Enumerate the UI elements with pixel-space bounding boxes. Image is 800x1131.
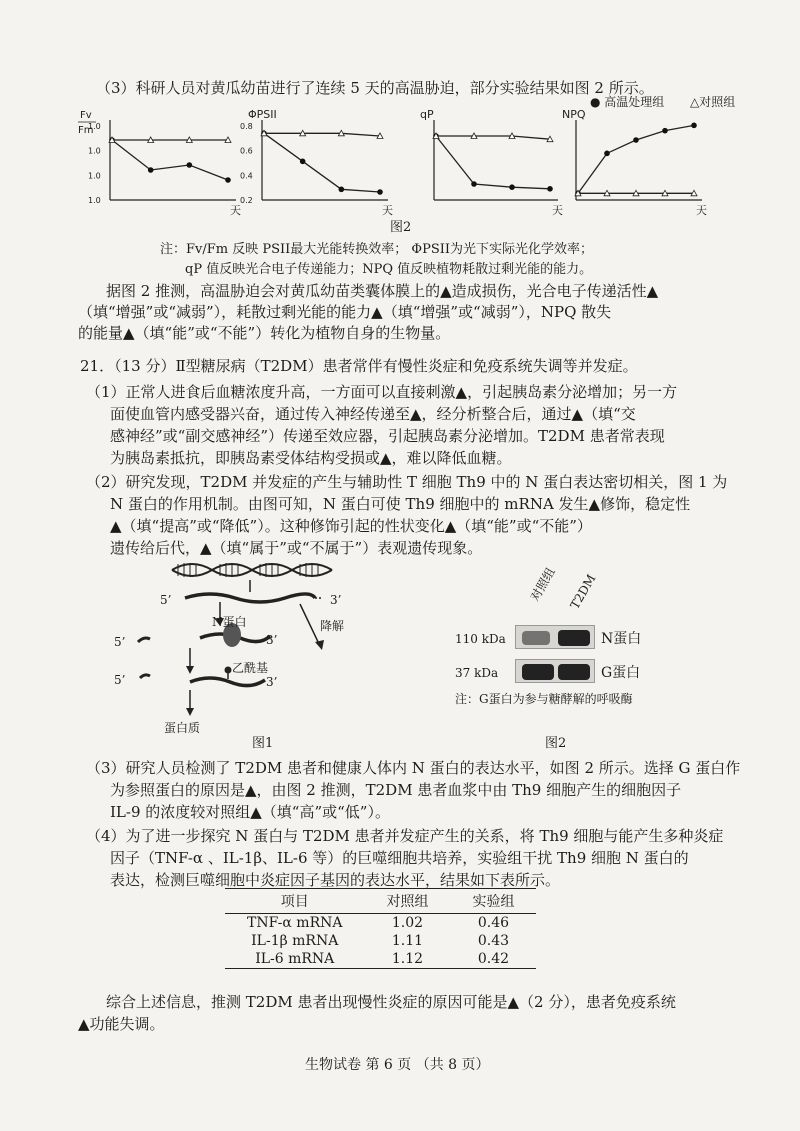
chart-x-label: 天 — [552, 204, 563, 216]
figure2-label: 图2 — [390, 220, 412, 235]
table-cell: 1.12 — [364, 950, 450, 969]
table-cell: TNF-α mRNA — [247, 915, 343, 931]
chart-panel-4 — [562, 108, 707, 216]
fig1-degrade-label: 降解 — [320, 619, 345, 633]
chart-panel-1 — [78, 110, 241, 216]
blot-band-n-ctrl — [522, 631, 550, 645]
figure2-note2: qP 值反映光合电子传递能力；NPQ 值反映植物耗散过剩光能的能力。 — [185, 262, 593, 277]
table-cell: 0.42 — [450, 950, 536, 969]
figure1-label: 图1 — [252, 736, 274, 751]
figure2-charts — [70, 108, 750, 216]
blot-note: 注：G蛋白为参与糖酵解的呼吸酶 — [455, 692, 633, 706]
table-header: 对照组 — [364, 889, 450, 914]
data-point-heat — [300, 159, 306, 165]
q21-summary-line2: ▲功能失调。 — [78, 1015, 165, 1033]
legend-ctrl: △对照组 — [690, 95, 736, 109]
data-point-heat — [339, 187, 345, 193]
series-line-heat — [112, 140, 228, 180]
blot-row1-name: N蛋白 — [601, 631, 642, 647]
chart-y-label-top: Fv — [80, 110, 92, 121]
fig1-n-protein-label: N蛋白 — [212, 615, 247, 629]
q21-2-line1: （2）研究发现，T2DM 并发症的产生与辅助性 T 细胞 Th9 中的 N 蛋白表达密切相关，图 1 为 — [86, 473, 728, 491]
fig1-acetyl-label: 乙酰基 — [232, 661, 269, 675]
blot-row2-name: G蛋白 — [601, 665, 641, 681]
table-cell: 1.11 — [391, 933, 424, 949]
series-line-ctrl — [264, 133, 380, 136]
data-point-heat — [509, 184, 515, 190]
figure1-mechanism — [100, 560, 400, 760]
dna-helix-icon — [172, 563, 332, 577]
chart-x-label: 天 — [696, 204, 707, 216]
table-row — [225, 932, 536, 950]
data-point-heat — [148, 167, 154, 173]
data-point-heat — [662, 128, 668, 134]
legend-heat: ● 高温处理组 — [590, 95, 665, 109]
degrade-arrow-icon — [300, 604, 320, 646]
q21-2-line2: N 蛋白的作用机制。由图可知，N 蛋白可使 Th9 细胞中的 mRNA 发生▲修饰，稳定性 — [110, 495, 691, 513]
figure2-note1: 注：Fv/Fm 反映 PSII最大光能转换效率； ΦPSII为光下实际光化学效率； — [160, 242, 593, 257]
q21-2-line3: ▲（填“提高”或“降低”）。这种修饰引起的性状变化▲（填“能”或“不能”） — [110, 517, 592, 535]
data-point-heat — [377, 189, 383, 195]
blot-col-t2dm: T2DM — [567, 571, 599, 612]
table-cell: 1.02 — [391, 915, 424, 931]
chart-y-tick: 0.8 — [240, 122, 253, 131]
acetyl-group-icon — [225, 667, 232, 674]
q20-3-question-line1: 据图 2 推测，高温胁迫会对黄瓜幼苗类囊体膜上的▲造成损伤，光合电子传递活性▲ — [106, 282, 659, 300]
chart-x-label: 天 — [230, 204, 241, 216]
data-point-heat — [471, 181, 477, 187]
blot-row2-membrane — [515, 659, 595, 683]
series-line-heat — [436, 136, 550, 189]
q21-4-line2: 因子（TNF-α 、IL-1β、IL-6 等）的巨噬细胞共培养，实验组干扰 Th9 细胞 N 蛋白的 — [110, 849, 689, 867]
results-table — [225, 888, 536, 969]
chart-y-label-bottom: Fm — [78, 125, 94, 136]
blot-col-ctrl: 对照组 — [527, 565, 558, 604]
q21-4-line3: 表达，检测巨噬细胞中炎症因子基因的表达水平，结果如下表所示。 — [110, 871, 561, 889]
fig1-3prime-mid: 3’ — [266, 633, 278, 647]
mrna-strand-icon — [185, 594, 315, 602]
q20-3-question-line3: 的能量▲（填“能”或“不能”）转化为植物自身的生物量。 — [78, 324, 451, 342]
results-table-wrapper — [225, 888, 536, 969]
chart-y-tick: 0.6 — [240, 146, 253, 156]
table-cell: IL-6 mRNA — [225, 950, 364, 969]
fig1-3prime-bottom: 3’ — [266, 675, 278, 689]
q21-1-line1: （1）正常人进食后血糖浓度升高，一方面可以直接刺激▲，引起胰岛素分泌增加；另一方 — [86, 383, 678, 401]
q21-3-line3: IL-9 的浓度较对照组▲（填“高”或“低”）。 — [110, 803, 390, 821]
fig1-3prime-top: 3’ — [330, 593, 342, 607]
fig1-5prime-bottom: 5’ — [114, 673, 126, 687]
chart-y-label: NPQ — [562, 108, 586, 121]
chart-y-tick: 1.0 — [88, 146, 101, 156]
blot-row1-membrane — [515, 625, 595, 649]
chart-panel-3 — [420, 108, 563, 216]
blot-band-n-t2dm — [558, 630, 590, 646]
chart-y-label: qP — [420, 108, 434, 121]
table-cell: 0.46 — [477, 915, 510, 931]
blot-row1-kda: 110 kDa — [455, 632, 506, 646]
table-row — [225, 950, 536, 969]
chart-y-tick: 1.0 — [88, 122, 101, 131]
q21-3-line2: 为参照蛋白的原因是▲，由图 2 推测，T2DM 患者血浆中由 Th9 细胞产生的细胞因子 — [110, 781, 682, 799]
data-point-heat — [633, 137, 639, 143]
q21-title: 21．（13 分）Ⅱ型糖尿病（T2DM）患者常伴有慢性炎症和免疫系统失调等并发症。 — [80, 357, 638, 375]
q21-1-line3: 感神经”或“副交感神经”）传递至效应器，引起胰岛素分泌增加。T2DM 患者常表现 — [110, 427, 665, 445]
table-header: 项目 — [225, 889, 364, 914]
q20-3-intro: （3）科研人员对黄瓜幼苗进行了连续 5 天的高温胁迫，部分实验结果如图 2 所示。 — [96, 79, 654, 97]
figure2-western-blot — [455, 565, 755, 706]
fig1-5prime-top: 5’ — [160, 593, 172, 607]
figure2-blot-label: 图2 — [545, 736, 567, 751]
fig1-protein-label: 蛋白质 — [164, 721, 201, 735]
table-row — [225, 914, 536, 933]
data-point-heat — [604, 151, 610, 157]
chart-y-tick: 0.2 — [240, 196, 253, 205]
blot-row2-kda: 37 kDa — [455, 666, 499, 680]
chart-x-label: 天 — [382, 204, 393, 216]
table-cell: 0.43 — [477, 933, 510, 949]
series-line-heat — [578, 125, 694, 193]
q21-1-line2: 面使血管内感受器兴奋，通过传入神经传递至▲，经分析整合后，通过▲（填“交 — [110, 405, 636, 423]
chart-panel-2 — [240, 108, 393, 216]
data-point-heat — [225, 177, 231, 183]
fig1-5prime-mid: 5’ — [114, 635, 126, 649]
figure1-diagram — [100, 560, 400, 745]
q21-1-line4: 为胰岛素抵抗，即胰岛素受体结构受损或▲，难以降低血糖。 — [110, 449, 512, 467]
q21-4-line1: （4）为了进一步探究 N 蛋白与 T2DM 患者并发症产生的关系，将 Th9 细胞与能产生多种炎症 — [86, 827, 724, 845]
q21-summary-line1: 综合上述信息，推测 T2DM 患者出现慢性炎症的原因可能是▲（2 分），患者免疫系统 — [106, 993, 676, 1011]
chart-y-tick: 1.0 — [88, 171, 101, 181]
series-line-heat — [264, 133, 380, 192]
q21-2-line4: 遗传给后代，▲（填“属于”或“不属于”）表观遗传现象。 — [110, 539, 483, 557]
data-point-heat — [187, 162, 193, 168]
series-line-ctrl — [436, 136, 550, 139]
data-point-heat — [691, 123, 697, 129]
blot-band-g-ctrl — [522, 664, 554, 680]
data-point-heat — [547, 186, 553, 192]
chart-y-tick: 0.4 — [240, 171, 253, 181]
blot-band-g-t2dm — [558, 664, 590, 680]
q20-3-question-line2: （填“增强”或“减弱”），耗散过剩光能的能力▲（填“增强”或“减弱”），NPQ 散失 — [78, 303, 612, 321]
page-footer: 生物试卷 第 6 页 （共 8 页） — [305, 1057, 490, 1073]
table-header: 实验组 — [450, 889, 536, 914]
table-cell: IL-1β mRNA — [251, 933, 339, 949]
chart-y-label: ΦPSII — [248, 108, 277, 121]
q21-3-line1: （3）研究人员检测了 T2DM 患者和健康人体内 N 蛋白的表达水平，如图 2 所示。选择 G 蛋白作 — [86, 759, 741, 777]
chart-y-tick: 1.0 — [88, 196, 101, 205]
